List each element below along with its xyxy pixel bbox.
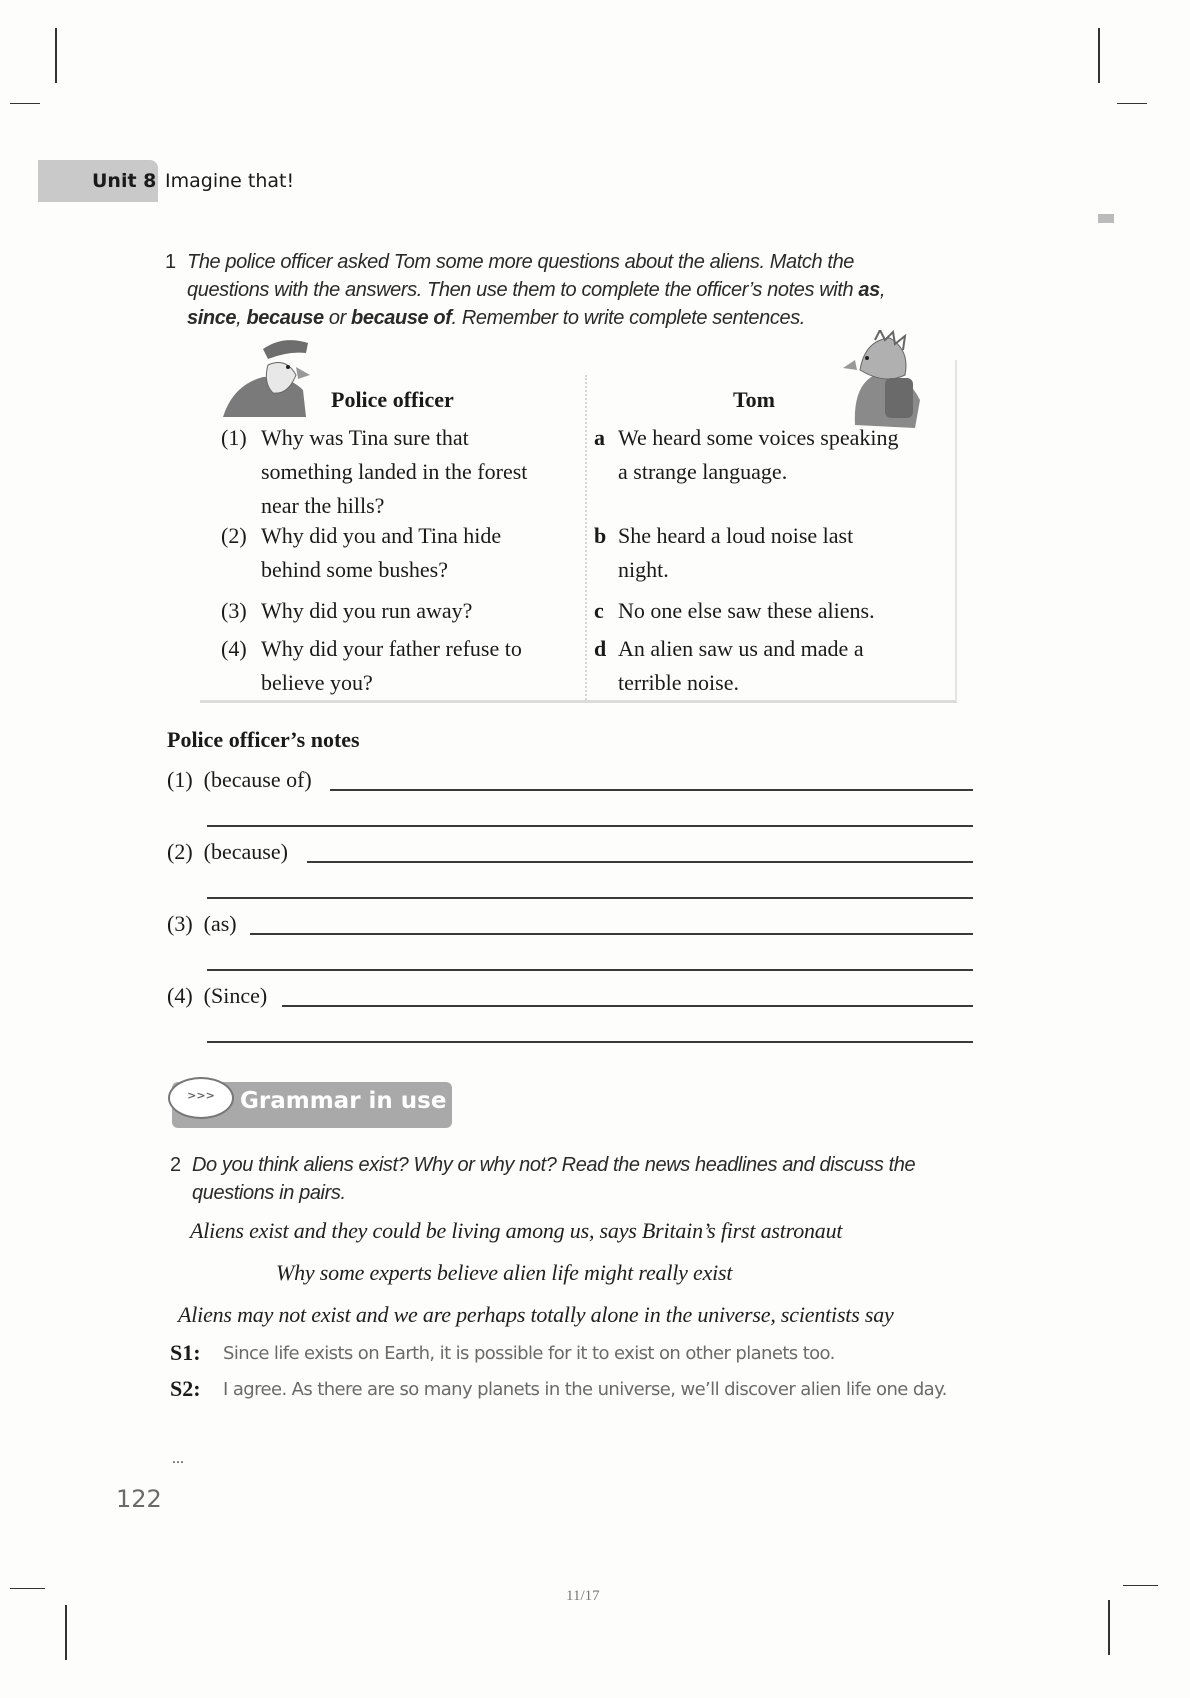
note-cue: (as)	[203, 911, 237, 936]
tom-bird-icon	[835, 330, 930, 430]
exercise-2-instruction	[170, 1151, 960, 1207]
answer-text: An alien saw us and made a terrible noise.	[618, 636, 864, 695]
answer-letter: d	[594, 636, 607, 661]
crop-mark	[65, 1605, 67, 1660]
answer-line-input[interactable]	[207, 897, 973, 899]
answer-item	[594, 421, 908, 489]
note-row	[167, 767, 312, 793]
speaker-label: S1:	[170, 1340, 201, 1365]
instruction-line: The police officer asked Tom some more questions about the aliens. Match the	[187, 251, 855, 273]
answer-line-input[interactable]	[207, 969, 973, 971]
answer-line-input[interactable]	[250, 933, 973, 935]
police-officer-header: Police officer	[331, 387, 454, 412]
crop-mark	[10, 1588, 45, 1589]
ellipsis: ...	[172, 1450, 184, 1467]
instruction-text: Do you think aliens exist? Why or why not? Read the news headlines and discuss the questions in pairs.	[192, 1154, 916, 1204]
exercise-1-instruction: 1 The police officer asked Tom some more questions about the aliens. Match the questions with the answers. Then use them to complete the officer’s notes with as, since, because or because of. Remember to write complete sentences.	[165, 248, 925, 332]
question-text: Why did your father refuse to believe you?	[261, 636, 522, 695]
page-corner-icon	[1098, 214, 1114, 223]
note-number: (1)	[167, 767, 193, 792]
question-item	[221, 519, 561, 587]
pdf-page-indicator: 11/17	[566, 1588, 600, 1604]
answer-item	[594, 594, 938, 628]
note-row	[167, 911, 237, 937]
speech-text: Since life exists on Earth, it is possible for it to exist on other planets too.	[223, 1343, 835, 1364]
note-cue: (because)	[203, 839, 288, 864]
answer-text: We heard some voices speaking a strange language.	[618, 425, 899, 484]
question-number: (2)	[221, 523, 247, 548]
notes-title: Police officer’s notes	[167, 727, 360, 752]
exercise-number: 1	[165, 251, 176, 273]
question-number: (1)	[221, 425, 247, 450]
keyword: as	[858, 279, 880, 301]
answer-line-input[interactable]	[207, 1041, 973, 1043]
keyword: because of	[351, 307, 452, 329]
note-cue: (because of)	[203, 767, 312, 792]
crop-mark	[10, 103, 40, 104]
headline: Aliens may not exist and we are perhaps totally alone in the universe, scientists say	[178, 1302, 894, 1327]
answer-letter: b	[594, 523, 607, 548]
crop-mark	[1098, 28, 1100, 83]
crop-mark	[1117, 103, 1147, 104]
keyword: since	[187, 307, 237, 329]
speech-text: I agree. As there are so many planets in the universe, we’ll discover alien life one day.	[223, 1379, 947, 1400]
exercise-number: 2	[170, 1154, 181, 1176]
column-divider	[585, 375, 587, 700]
answer-letter: a	[594, 425, 605, 450]
page-number: 122	[116, 1485, 162, 1513]
grammar-badge-label: Grammar in use	[240, 1088, 447, 1114]
question-number: (3)	[221, 598, 247, 623]
crop-mark	[1108, 1600, 1110, 1655]
note-number: (2)	[167, 839, 193, 864]
answer-line-input[interactable]	[307, 861, 973, 863]
answer-text: No one else saw these aliens.	[618, 598, 875, 623]
answer-text: She heard a loud noise last night.	[618, 523, 854, 582]
note-cue: (Since)	[203, 983, 268, 1008]
police-officer-bird-icon	[218, 335, 323, 420]
answer-line-input[interactable]	[282, 1005, 973, 1007]
tom-header: Tom	[733, 387, 775, 412]
answer-line-input[interactable]	[207, 825, 973, 827]
note-row	[167, 839, 288, 865]
speech-bubble-icon: >>>	[168, 1077, 234, 1119]
keyword: because	[246, 307, 324, 329]
note-number: (3)	[167, 911, 193, 936]
crop-mark	[55, 28, 57, 83]
answer-line-input[interactable]	[330, 789, 973, 791]
question-text: Why was Tina sure that something landed in the forest near the hills?	[261, 425, 528, 518]
question-number: (4)	[221, 636, 247, 661]
note-number: (4)	[167, 983, 193, 1008]
answer-letter: c	[594, 598, 604, 623]
crop-mark	[1123, 1585, 1158, 1586]
answer-item	[594, 519, 908, 587]
question-item	[221, 632, 561, 700]
instruction-line: questions with the answers. Then use them to complete the officer’s notes with	[187, 279, 854, 301]
note-row	[167, 983, 267, 1009]
instruction-tail: . Remember to write complete sentences.	[451, 307, 805, 329]
headline: Aliens exist and they could be living among us, says Britain’s first astronaut	[190, 1218, 843, 1243]
question-text: Why did you and Tina hide behind some bushes?	[261, 523, 502, 582]
unit-label: Unit 8	[92, 170, 157, 192]
headline: Why some experts believe alien life might really exist	[276, 1260, 733, 1285]
question-item	[221, 421, 561, 523]
instruction-connector: or	[323, 307, 352, 329]
unit-title: Imagine that!	[165, 170, 295, 192]
question-item	[221, 594, 561, 628]
answer-item	[594, 632, 908, 700]
speaker-label: S2:	[170, 1376, 201, 1401]
question-text: Why did you run away?	[261, 598, 473, 623]
